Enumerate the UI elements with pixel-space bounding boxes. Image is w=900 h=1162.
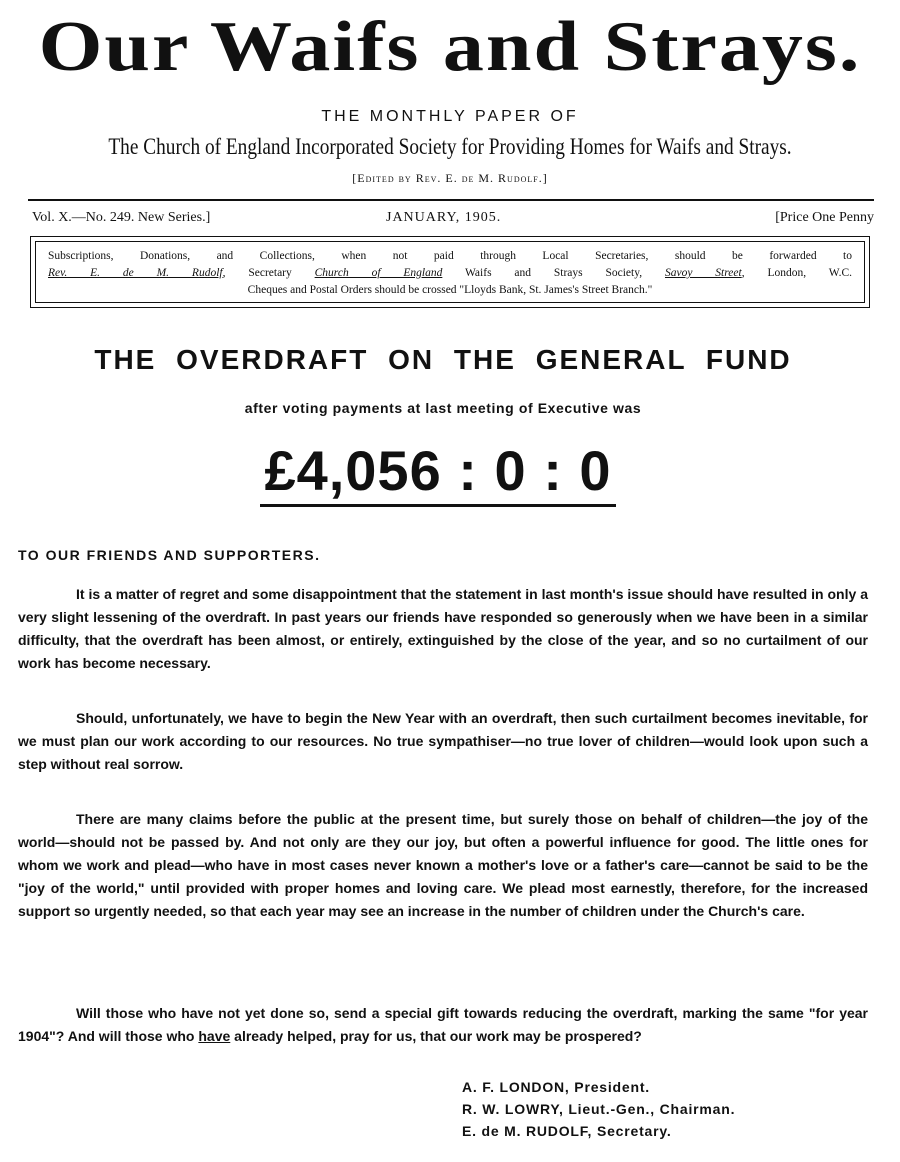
paragraph-4-emphasis: have [198, 1028, 231, 1044]
paragraph-4-text: Will those who have not yet done so, send a special gift towards reducing the overdraft, marking the same "for year 1904"? And will those who [18, 1005, 868, 1044]
issue-price: [Price One Penny [775, 210, 874, 225]
editor-line: [Edited by Rev. E. de M. Rudolf.] [352, 171, 548, 185]
letter-paragraph-1: It is a matter of regret and some disappointment that the statement in last month's issue should have resulted in only a very slight lessening of the overdraft. In past years our friends have responded so generously when we have been in a similar difficulty, that the overdraft has been almost, or entirely, extinguished by the close of the year, and so no curtailment of our work has become necessary. [18, 586, 868, 671]
notice-secretary-name: Rev. E. de M. Rudolf [48, 267, 223, 279]
letter-paragraph-2: Should, unfortunately, we have to begin the New Year with an overdraft, then such curtailment becomes inevitable, for we must plan our work according to our resources. No true sympathiser—no true lover of children—would look upon such a step without real sorrow. [18, 710, 868, 772]
monthly-paper-label: THE MONTHLY PAPER OF [321, 108, 579, 125]
masthead-rule [28, 199, 874, 201]
signature-chairman: R. W. LOWRY, Lieut.-Gen., Chairman. [462, 1101, 736, 1117]
overdraft-subline: after voting payments at last meeting of Executive was [244, 400, 642, 416]
overdraft-headline: THE OVERDRAFT ON THE GENERAL FUND [94, 344, 792, 375]
notice-line-1: Subscriptions, Donations, and Collections, when not paid through Local Secretaries, should be forwarded to [48, 250, 852, 262]
notice-line-2 [48, 265, 852, 282]
notice-text: Waifs and Strays Society, [442, 267, 665, 279]
signature-president: A. F. LONDON, President. [462, 1079, 650, 1095]
issue-date: JANUARY, 1905. [386, 210, 502, 225]
notice-text: , Secretary [222, 267, 315, 279]
subscriptions-notice-box [30, 236, 870, 308]
paragraph-4-text: already helped, pray for us, that our work may be prospered? [230, 1028, 642, 1044]
letter-paragraph-4 [18, 1002, 868, 1048]
issue-line [28, 210, 874, 230]
letter-paragraph-3: There are many claims before the public at the present time, but surely those on behalf of children—the joy of the world—should not be passed by. And not only are they our joy, but often a powerful influence for good. The little ones for whom we work and plead—who have in most cases never known a mother's love or a father's care—cannot be said to be the "joy of the world," until provided with proper homes and loving care. We plead most earnestly, therefore, for the increased support so urgently needed, so that each year may see an increase in the number of children under the Church's care. [18, 811, 868, 919]
issue-volume: Vol. X.—No. 249. New Series.] [32, 210, 211, 225]
notice-savoy-street: Savoy Street [664, 267, 742, 279]
notice-line-3: Cheques and Postal Orders should be crossed "Lloyds Bank, St. James's Street Branch." [247, 284, 653, 296]
letter-salutation: TO OUR FRIENDS AND SUPPORTERS. [18, 547, 321, 563]
overdraft-amount-value: £4,056 : 0 : 0 [260, 439, 615, 507]
signatures-block [462, 1076, 735, 1142]
overdraft-amount [0, 438, 876, 503]
notice-text: , London, W.C. [741, 267, 852, 279]
subscriptions-notice [35, 241, 865, 303]
notice-church-of-england: Church of England [314, 267, 443, 279]
signature-secretary: E. de M. RUDOLF, Secretary. [462, 1123, 672, 1139]
masthead-title: Our Waifs and Strays. [38, 7, 862, 86]
society-name: The Church of England Incorporated Society for Providing Homes for Waifs and Strays. [108, 134, 792, 159]
